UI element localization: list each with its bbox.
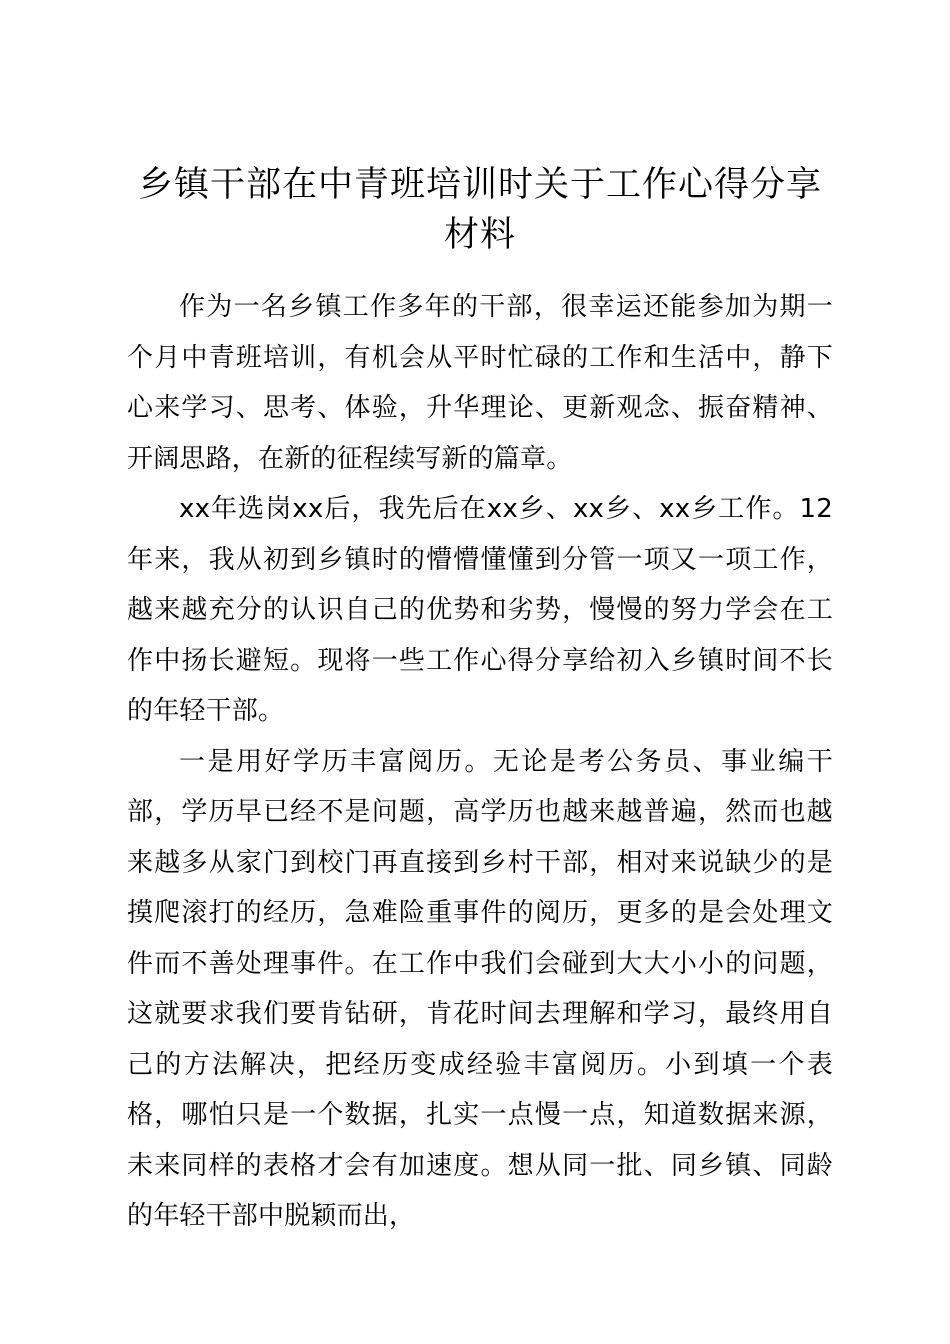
document-title: 乡镇干部在中青班培训时关于工作心得分享材料 (137, 165, 822, 255)
paragraph-point-one: 一是用好学历丰富阅历。无论是考公务员、事业编干部，学历早已经不是问题，高学历也越来越普遍，然而也越来越多从家门到校门再直接到乡村干部，相对来说缺少的是摸爬滚打的经历，急难险重事件的阅历，更多的是会处理文件而不善处理事件。在工作中我们会碰到大大小小的问题，这就要求我们要肯钻研，肯花时间去理解和学习，最终用自己的方法解决，把经历变成经验丰富阅历。小到填一个表格，哪怕只是一个数据，扎实一点慢一点，知道数据来源，未来同样的表格才会有加速度。想从同一批、同乡镇、同龄的年轻干部中脱颖而出， (127, 746, 833, 1231)
document-body (127, 282, 833, 1242)
paragraph-career: xx年选岗xx后，我先后在xx乡、xx乡、xx乡工作。12年来，我从初到乡镇时的懵懵懂懂到分管一项又一项工作，越来越充分的认识自己的优势和劣势，慢慢的努力学会在工作中扬长避短。现将一些工作心得分享给初入乡镇时间不长的年轻干部。 (127, 494, 833, 726)
paragraph-intro: 作为一名乡镇工作多年的干部，很幸运还能参加为期一个月中青班培训，有机会从平时忙碌的工作和生活中，静下心来学习、思考、体验，升华理论、更新观念、振奋精神、开阔思路，在新的征程续写新的篇章。 (127, 292, 833, 474)
